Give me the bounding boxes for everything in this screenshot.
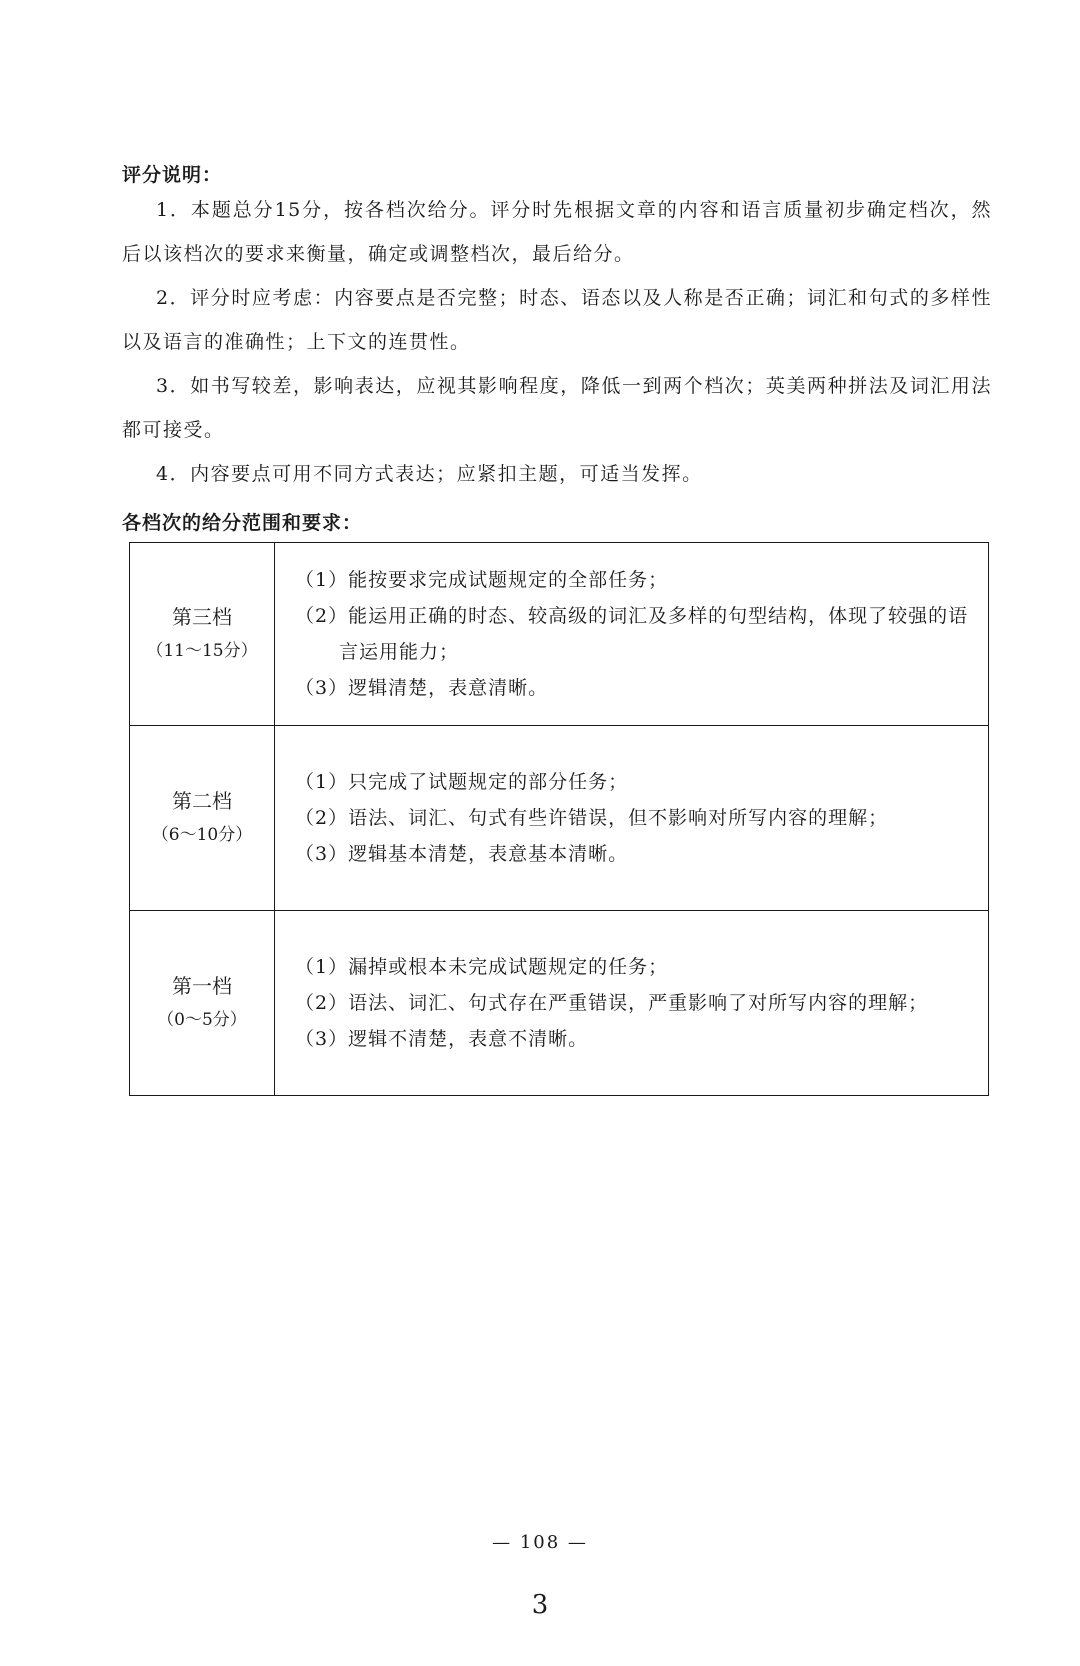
sheet-number: 3 — [531, 1590, 549, 1620]
requirements-cell — [275, 543, 989, 726]
grade-range: （11～15分） — [146, 641, 258, 661]
requirements-cell — [275, 911, 989, 1096]
grading-table — [129, 542, 989, 1096]
scoring-note-1: 1．本题总分15分，按各档次给分。评分时先根据文章的内容和语言质量初步确定档次，然后以该档次的要求来衡量，确定或调整档次，最后给分。 — [122, 199, 992, 265]
scoring-note-3: 3．如书写较差，影响表达，应视其影响程度，降低一到两个档次；英美两种拼法及词汇用法都可接受。 — [122, 375, 992, 441]
scoring-note-4: 4．内容要点可用不同方式表达；应紧扣主题，可适当发挥。 — [156, 463, 703, 485]
table-row — [130, 911, 989, 1096]
requirement-item: （3）逻辑基本清楚，表意基本清晰。 — [295, 843, 629, 865]
scoring-notes-heading: 评分说明： — [122, 164, 223, 186]
requirement-item: （2）语法、词汇、句式存在严重错误，严重影响了对所写内容的理解； — [295, 992, 929, 1014]
grade-name: 第三档 — [172, 605, 232, 629]
page-number: — 108 — — [492, 1532, 588, 1553]
requirement-item: （3）逻辑不清楚，表意不清晰。 — [295, 1028, 589, 1050]
requirement-item: （2）能运用正确的时态、较高级的词汇及多样的句型结构，体现了较强的语言运用能力； — [295, 605, 969, 663]
requirement-item: （1）只完成了试题规定的部分任务； — [295, 771, 629, 793]
grade-range: （6～10分） — [151, 825, 253, 845]
table-row — [130, 543, 989, 726]
requirement-item: （3）逻辑清楚，表意清晰。 — [295, 677, 549, 699]
scoring-note-2: 2．评分时应考虑：内容要点是否完整；时态、语态以及人称是否正确；词汇和句式的多样性以及语言的准确性；上下文的连贯性。 — [122, 287, 992, 353]
grading-heading: 各档次的给分范围和要求： — [122, 512, 363, 534]
table-row — [130, 726, 989, 911]
requirement-item: （2）语法、词汇、句式有些许错误，但不影响对所写内容的理解； — [295, 807, 889, 829]
grade-cell — [130, 726, 275, 911]
requirement-item: （1）能按要求完成试题规定的全部任务； — [295, 569, 669, 591]
grade-cell — [130, 911, 275, 1096]
grade-name: 第一档 — [172, 974, 232, 998]
grade-range: （0～5分） — [157, 1010, 247, 1030]
requirements-cell — [275, 726, 989, 911]
requirement-item: （1）漏掉或根本未完成试题规定的任务； — [295, 956, 669, 978]
grade-name: 第二档 — [172, 789, 232, 813]
grade-cell — [130, 543, 275, 726]
